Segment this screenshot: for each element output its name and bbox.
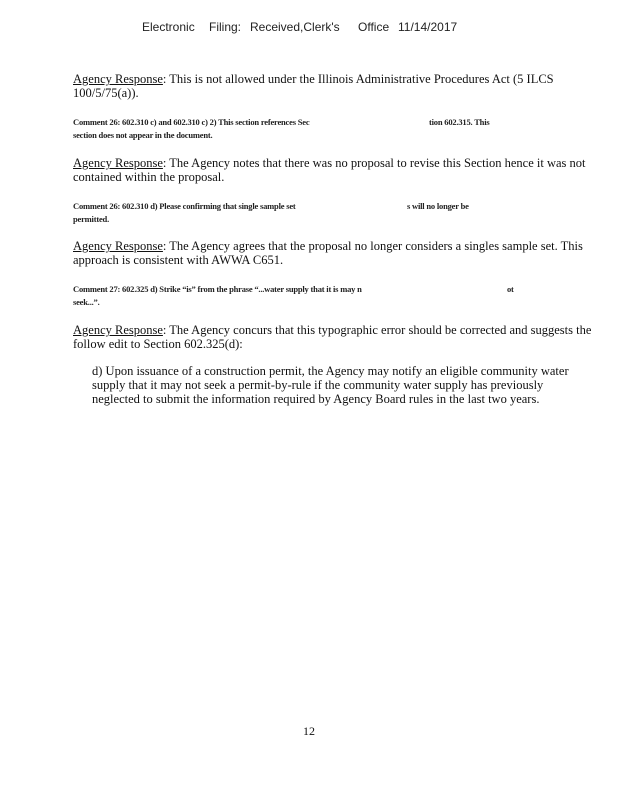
comment-right: tion 602.315. This: [429, 117, 490, 127]
comment-27: [73, 283, 593, 309]
agency-response-3: [73, 239, 593, 267]
agency-response-2: [73, 156, 593, 184]
comment-26b: [73, 200, 593, 226]
header-office: Office: [358, 20, 390, 34]
comment-right: s will no longer be: [407, 201, 469, 211]
header-electronic: Electronic: [142, 20, 195, 34]
response-text: : The Agency notes that there was no proposal to revise this Section hence it was not contained within the proposal.: [73, 156, 586, 184]
response-text: : The Agency agrees that the proposal no longer considers a singles sample set. This approach is consistent with AWWA C651.: [73, 239, 583, 267]
response-label: Agency Response: [73, 323, 163, 337]
page-number: 12: [303, 724, 315, 738]
response-label: Agency Response: [73, 239, 163, 253]
header-date: 11/14/2017: [398, 20, 458, 34]
comment-line2: section does not appear in the document.: [73, 130, 213, 140]
proposed-edit-paragraph: d) Upon issuance of a construction permit, the Agency may notify an eligible community water supply that it may not seek a permit-by-rule if the community water supply has previously neglected to submit the information required by Agency Board rules in the last two years.: [92, 364, 569, 406]
header-received: Received,Clerk's: [250, 20, 340, 34]
response-label: Agency Response: [73, 72, 163, 86]
comment-left: Comment 26: 602.310 c) and 602.310 c) 2) This section references Sec: [73, 117, 310, 127]
agency-response-4: [73, 323, 593, 351]
response-label: Agency Response: [73, 156, 163, 170]
comment-26a: [73, 116, 593, 142]
comment-line2: permitted.: [73, 214, 110, 224]
response-text: : The Agency concurs that this typographic error should be corrected and suggests the follow edit to Section 602.325(d):: [73, 323, 592, 351]
response-text: : This is not allowed under the Illinois Administrative Procedures Act (5 ILCS 100/5/75(a)).: [73, 72, 554, 100]
agency-response-1: [73, 72, 593, 100]
comment-right: ot: [507, 284, 514, 294]
comment-left: Comment 27: 602.325 d) Strike “is” from the phrase “...water supply that it is may n: [73, 284, 362, 294]
header-filing: Filing:: [209, 20, 242, 34]
comment-left: Comment 26: 602.310 d) Please confirming that single sample set: [73, 201, 296, 211]
comment-line2: seek...”.: [73, 297, 100, 307]
